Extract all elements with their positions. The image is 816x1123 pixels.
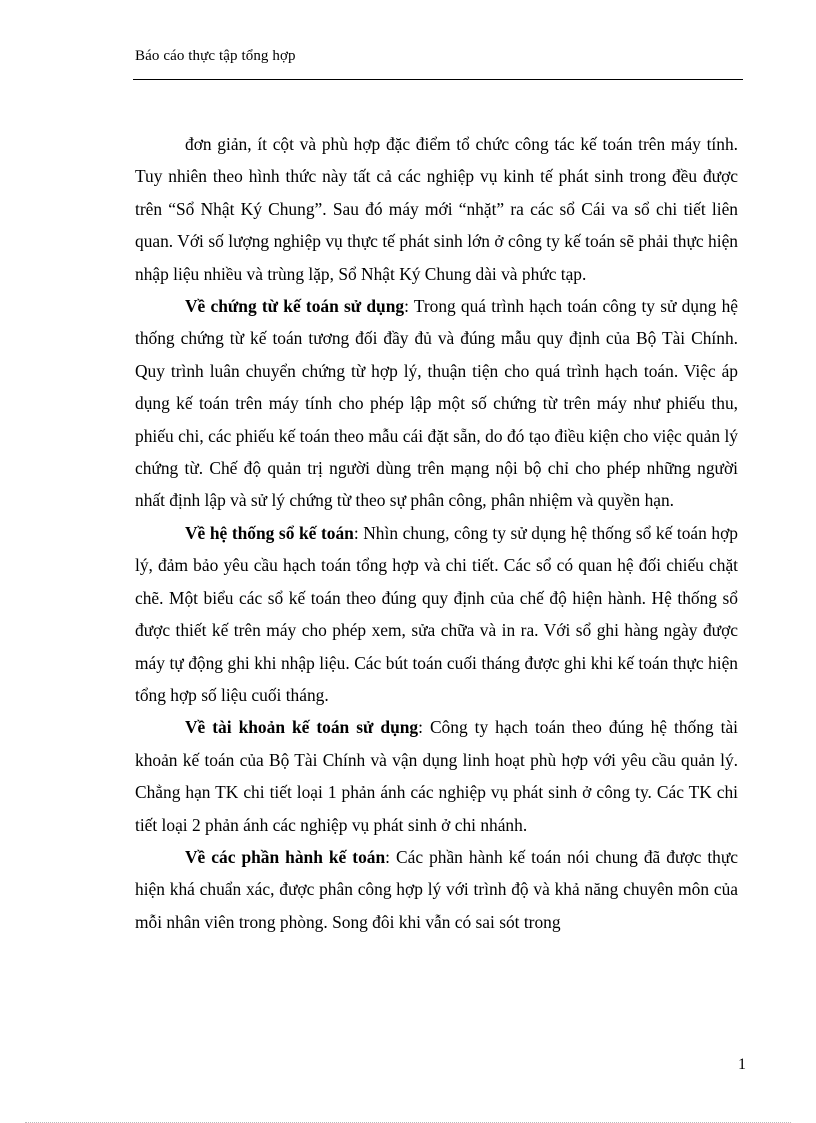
paragraph-separator: :: [385, 846, 390, 867]
page-number: 1: [738, 1056, 746, 1073]
paragraph-heading: Về tài khoản kế toán sử dụng: [185, 717, 419, 738]
header-rule: [133, 79, 743, 80]
paragraph-text: Công ty hạch toán theo đúng hệ thống tài khoản kế toán của Bộ Tài Chính và vận dụng linh hoạt phù hợp với yêu cầu quản lý. Chẳng hạn TK chi tiết loại 1 phản ánh các nghiệp vụ phát sinh ở công ty. Các TK chi tiết loại 2 phản ánh các nghiệp vụ phát sinh ở chi nhánh.: [135, 717, 739, 835]
paragraph-he-thong-so: [135, 517, 738, 711]
running-header: Báo cáo thực tập tổng hợp: [135, 48, 296, 64]
paragraph-text: Trong quá trình hạch toán công ty sử dụng hệ thống chứng từ kế toán tương đối đầy đủ và đúng mẫu quy định của Bộ Tài Chính. Quy trình luân chuyển chứng từ hợp lý, thuận tiện cho quá trình hạch toán. Việc áp dụng kế toán trên máy tính cho phép lập một số chứng từ trên máy như phiếu thu, phiếu chi, các phiếu kế toán theo mẫu cái đặt sẵn, do đó tạo điều kiện cho việc quản lý chứng từ. Chế độ quản trị người dùng trên mạng nội bộ chỉ cho phép những người nhất định lập và sử lý chứng từ theo sự phân công, phân nhiệm và quyền hạn.: [135, 296, 738, 511]
paragraph-tai-khoan: [135, 711, 738, 841]
paragraph-separator: :: [404, 296, 409, 317]
paragraph-heading: Về chứng từ kế toán sử dụng: [185, 296, 405, 317]
paragraph-separator: :: [418, 717, 423, 738]
paragraph-separator: :: [353, 522, 359, 543]
paragraph-phan-hanh: [135, 841, 738, 938]
paragraph-heading: Về các phần hành kế toán: [185, 846, 386, 867]
paragraph-text: Nhìn chung, công ty sử dụng hệ thống sổ kế toán hợp lý, đảm bảo yêu cầu hạch toán tổng hợp và chi tiết. Các sổ có quan hệ đối chiếu chặt chẽ. Một biểu các sổ kế toán theo đúng quy định của chế độ hiện hành. Hệ thống sổ được thiết kế trên máy cho phép xem, sửa chữa và in ra. Với sổ ghi hàng ngày được máy tự động ghi khi nhập liệu. Các bút toán cuối tháng được ghi khi kế toán thực hiện tổng hợp số liệu cuối tháng.: [135, 522, 738, 705]
paragraph-text: Các phần hành kế toán nói chung đã được thực hiện khá chuẩn xác, được phân công hợp lý với trình độ và khả năng chuyên môn của mỗi nhân viên trong phòng. Song đôi khi vẫn có sai sót trong: [135, 846, 738, 932]
paragraph-heading: Về hệ thống sổ kế toán: [185, 522, 354, 543]
paragraph-chung-tu: [135, 290, 738, 517]
document-body: [135, 128, 738, 938]
paragraph-continued: [135, 128, 738, 290]
paragraph-text: đơn giản, ít cột và phù hợp đặc điểm tổ chức công tác kế toán trên máy tính. Tuy nhiên theo hình thức này tất cả các nghiệp vụ kinh tế phát sinh trong đều được trên “Sổ Nhật Ký Chung”. Sau đó máy mới “nhặt” ra các sổ Cái va sổ chi tiết liên quan. Với số lượng nghiệp vụ thực tế phát sinh lớn ở công ty kế toán sẽ phải thực hiện nhập liệu nhiều và trùng lặp, Sổ Nhật Ký Chung dài và phức tạp.: [135, 134, 738, 284]
